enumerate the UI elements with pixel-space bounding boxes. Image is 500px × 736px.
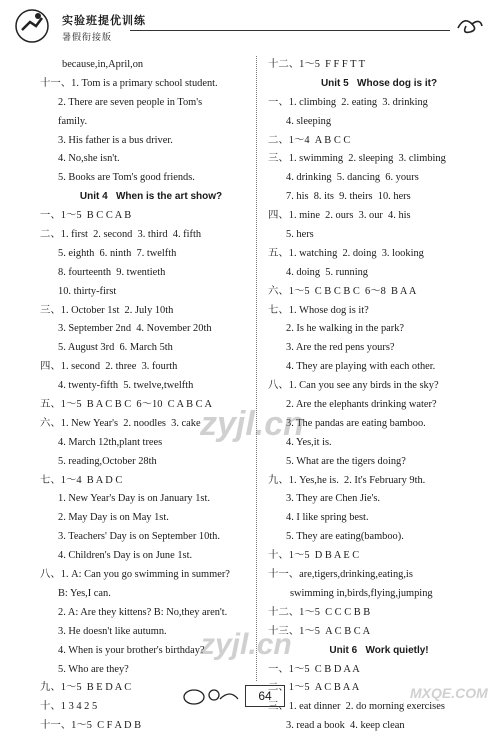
answer-line: 十二、1～5 F F F T T: [268, 59, 366, 70]
answer-line: 二、1～5 A C B A A: [268, 682, 360, 694]
column-divider: [256, 56, 257, 681]
answer-line: 3. The pandas are eating bamboo.: [286, 417, 426, 429]
answer-line: 5. reading,October 28th: [58, 455, 157, 467]
cartoon-decoration-icon: [180, 685, 240, 707]
answer-line: 2. May Day is on May 1st.: [58, 512, 169, 524]
answer-line: 3. They are Chen Jie's.: [286, 493, 381, 505]
answer-line: 六、1～5 C B C B C 6～8 B A A: [268, 285, 417, 297]
answer-line: 一、1～5 B C C A B: [40, 210, 132, 222]
answer-line: 十三、1～5 A C B C A: [268, 625, 371, 637]
answer-line: 5. hers: [286, 229, 314, 241]
runner-logo-icon: [14, 8, 50, 44]
answer-line: 2. Is he walking in the park?: [286, 323, 405, 335]
answer-line: 3. His father is a bus driver.: [58, 134, 173, 146]
answer-line: 7. his 8. its 9. theirs 10. hers: [286, 191, 411, 203]
answer-line: 八、1. A: Can you go swimming in summer?: [40, 569, 230, 581]
answer-line: 2. Are the elephants drinking water?: [286, 399, 437, 411]
answer-line: because,in,April,on: [62, 59, 144, 70]
watermark-2: zyjl.cn: [200, 628, 292, 661]
answer-line: 4. doing 5. running: [286, 266, 368, 278]
answer-line: 3. He doesn't like autumn.: [58, 625, 167, 637]
unit-heading: Unit 6 Work quietly!: [329, 644, 429, 656]
answer-line: 2. A: Are they kittens? B: No,they aren't.: [58, 606, 228, 618]
brand-subtitle: 暑假衔接版: [62, 33, 113, 43]
brand-block: [62, 12, 146, 43]
answer-line: 四、1. mine 2. ours 3. our 4. his: [268, 210, 411, 222]
answer-line: 5. What are the tigers doing?: [286, 455, 406, 467]
answer-line: 八、1. Can you see any birds in the sky?: [268, 380, 439, 392]
answer-line: family.: [58, 115, 88, 127]
header-rule: [130, 30, 450, 31]
answer-line: 2. There are seven people in Tom's: [58, 96, 203, 108]
answer-line: 七、1. Whose dog is it?: [268, 304, 369, 316]
answer-line: 5. August 3rd 6. March 5th: [58, 342, 173, 354]
answer-line: 一、1～5 C B D A A: [268, 663, 360, 675]
answer-line: 三、1. swimming 2. sleeping 3. climbing: [268, 153, 446, 165]
answer-line: swimming in,birds,flying,jumping: [290, 587, 433, 599]
answer-line: 三、1. October 1st 2. July 10th: [40, 304, 174, 316]
answer-line: 十、1～5 D B A E C: [268, 550, 360, 562]
watermark-3: MXQE.COM: [410, 685, 488, 701]
answer-line: 3. read a book 4. keep clean: [286, 720, 405, 732]
answer-line: 10. thirty-first: [58, 285, 117, 297]
answer-line: 4. Yes,it is.: [286, 436, 332, 448]
answer-line: 五、1～5 B A C B C 6～10 C A B C A: [40, 399, 213, 411]
answer-line: 二、1～4 A B C C: [268, 134, 351, 146]
answer-line: 3. Are the red pens yours?: [286, 342, 395, 354]
page-footer: [0, 685, 500, 735]
answer-column-right: [268, 56, 490, 736]
answer-line: 二、1. first 2. second 3. third 4. fifth: [40, 229, 202, 241]
answer-line: 十、1 3 4 2 5: [40, 701, 98, 713]
answer-line: 4. twenty-fifth 5. twelve,twelfth: [58, 380, 194, 392]
page-number: 64: [245, 685, 285, 707]
answer-line: 四、1. second 2. three 3. fourth: [40, 361, 178, 373]
answer-line: 3. Teachers' Day is on September 10th.: [58, 531, 220, 543]
answer-line: 一、1. climbing 2. eating 3. drinking: [268, 96, 428, 108]
page-header: [0, 0, 500, 50]
answer-line: 4. March 12th,plant trees: [58, 436, 163, 448]
answer-line: 4. No,she isn't.: [58, 153, 120, 165]
brand-title: 实验班提优训练: [62, 14, 146, 27]
answer-line: 5. Books are Tom's good friends.: [58, 172, 195, 184]
answer-line: 4. Children's Day is on June 1st.: [58, 550, 193, 562]
answer-line: 十一、are,tigers,drinking,eating,is: [268, 569, 413, 581]
answer-line: 4. I like spring best.: [286, 512, 369, 524]
answer-line: 1. New Year's Day is on January 1st.: [58, 493, 210, 505]
unit-heading: Unit 5 Whose dog is it?: [320, 77, 438, 89]
answer-line: 8. fourteenth 9. twentieth: [58, 266, 166, 278]
answer-line: 4. When is your brother's birthday?: [58, 644, 205, 656]
answer-line: 五、1. watching 2. doing 3. looking: [268, 247, 424, 259]
watermark-1: zyjl.cn: [200, 405, 304, 443]
answer-line: 4. They are playing with each other.: [286, 361, 436, 373]
answer-line: 4. sleeping: [286, 115, 332, 127]
answer-line: 九、1. Yes,he is. 2. It's February 9th.: [268, 474, 426, 486]
answer-line: 十一、1～5 C F A D B: [40, 720, 142, 732]
answer-line: 三、1. eat dinner 2. do morning exercises: [268, 701, 445, 713]
answer-line: 3. September 2nd 4. November 20th: [58, 323, 212, 335]
answer-line: 十二、1～5 C C C B B: [268, 606, 371, 618]
answer-line: 4. drinking 5. dancing 6. yours: [286, 172, 419, 184]
answer-line: 5. They are eating(bamboo).: [286, 531, 404, 543]
swirl-icon: [454, 14, 484, 38]
answer-line: 5. Who are they?: [58, 663, 129, 675]
answer-line: 5. eighth 6. ninth 7. twelfth: [58, 247, 177, 259]
unit-heading: Unit 4 When is the art show?: [79, 191, 223, 203]
answer-line: 七、1～4 B A D C: [40, 474, 123, 486]
answer-line: 六、1. New Year's 2. noodles 3. cake: [40, 417, 201, 429]
answer-line: 十一、1. Tom is a primary school student.: [40, 77, 218, 89]
answer-line: B: Yes,I can.: [58, 587, 111, 599]
answer-line: 九、1～5 B E D A C: [40, 682, 132, 694]
